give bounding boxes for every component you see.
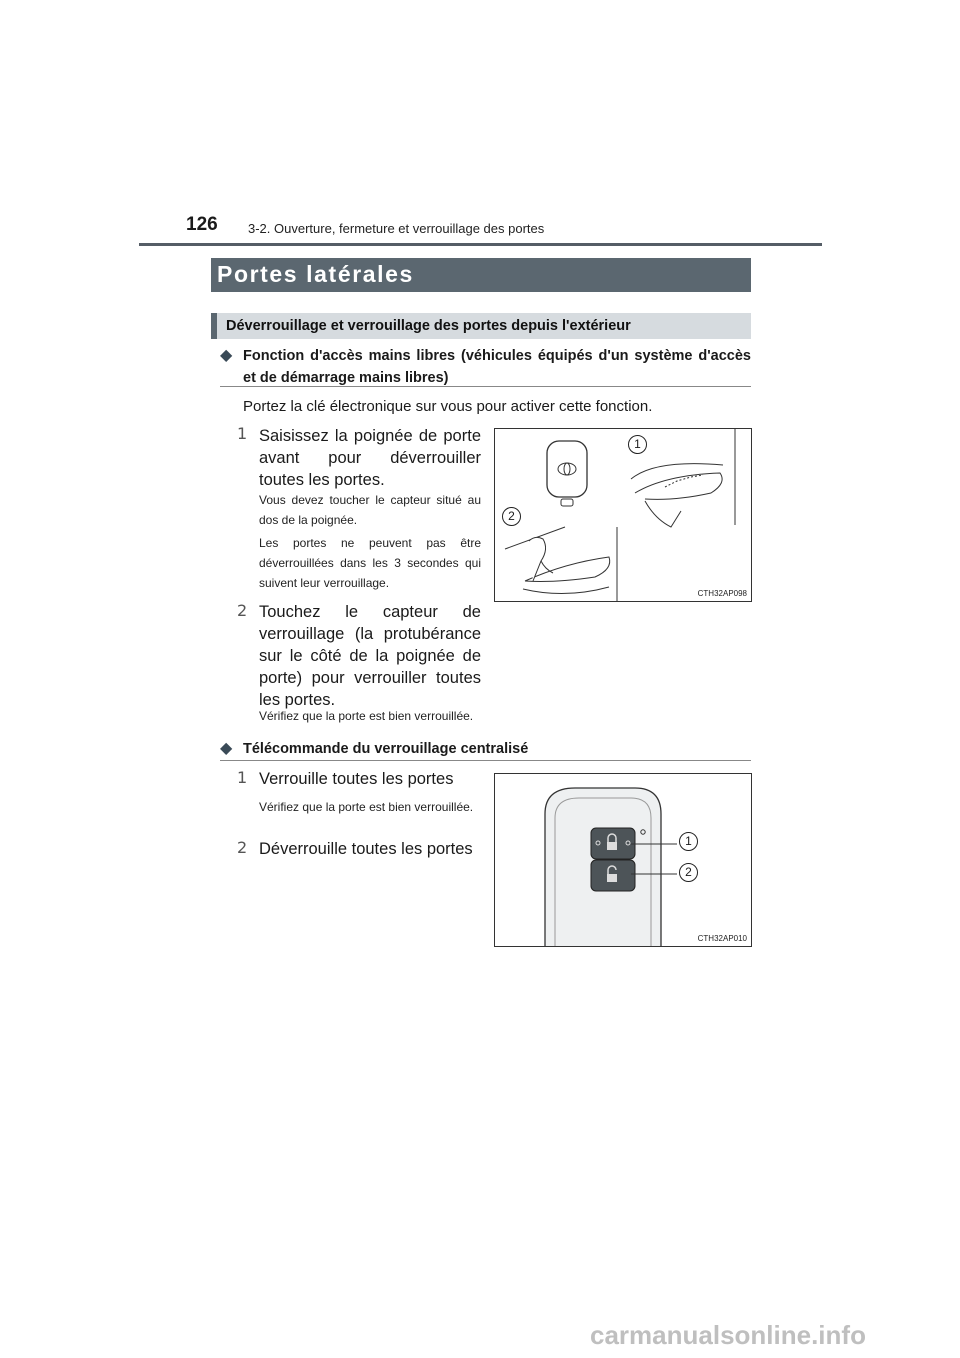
figure-code: CTH32AP010: [697, 934, 747, 943]
door-handle-illustration: [495, 429, 751, 601]
feature-divider: [220, 386, 751, 387]
figure-code: CTH32AP098: [697, 589, 747, 598]
feature-heading-remote: [220, 738, 751, 760]
step-number: 2: [237, 838, 248, 857]
step-note: Vous devez toucher le capteur situé au dos de la poignée.: [259, 493, 481, 527]
step-number: 1: [237, 768, 248, 787]
page-number: 126: [186, 214, 218, 235]
step-note: Les portes ne peuvent pas être déverrouillées dans les 3 secondes qui suivent leur verrouillage.: [259, 536, 481, 590]
feature-title: Fonction d'accès mains libres (véhicules équipés d'un système d'accès et de démarrage mains libres): [243, 348, 751, 386]
callout-1: 1: [628, 435, 647, 454]
callout-2: 2: [502, 507, 521, 526]
breadcrumb: 3-2. Ouverture, fermeture et verrouillage des portes: [248, 221, 545, 236]
subsection-title-bar: [211, 313, 751, 339]
step-text: Saisissez la poignée de porte avant pour déverrouiller toutes les portes.: [259, 427, 481, 489]
step-note: Vérifiez que la porte est bien verrouillée.: [259, 800, 474, 814]
section-title: Portes latérales: [217, 261, 414, 287]
step-text: Verrouille toutes les portes: [259, 770, 454, 788]
feature-divider: [220, 760, 751, 761]
feature-intro: Portez la clé électronique sur vous pour activer cette fonction.: [243, 398, 653, 415]
subsection-accent: [211, 313, 217, 339]
remote-key-illustration: [495, 774, 751, 946]
callout-2: 2: [679, 863, 698, 882]
step-number: 2: [237, 601, 248, 620]
figure-door-handle: [494, 428, 752, 602]
feature-heading-hands-free: [220, 345, 751, 389]
step-number: 1: [237, 424, 248, 443]
feature-title: Télécommande du verrouillage centralisé: [243, 741, 529, 757]
step-text: Touchez le capteur de verrouillage (la protubérance sur le côté de la poignée de porte) pour verrouiller toutes les portes.: [259, 603, 481, 709]
header-divider: [139, 243, 822, 246]
figure-remote-key: [494, 773, 752, 947]
step-text: Déverrouille toutes les portes: [259, 840, 473, 858]
section-title-bar: [211, 258, 751, 292]
step-note: Vérifiez que la porte est bien verrouillée.: [259, 709, 474, 723]
diamond-bullet-icon: ◆: [220, 740, 233, 757]
watermark: carmanualsonline.info: [590, 1320, 866, 1350]
subsection-title: Déverrouillage et verrouillage des portes depuis l'extérieur: [226, 318, 631, 334]
callout-1: 1: [679, 832, 698, 851]
diamond-bullet-icon: ◆: [220, 347, 233, 364]
